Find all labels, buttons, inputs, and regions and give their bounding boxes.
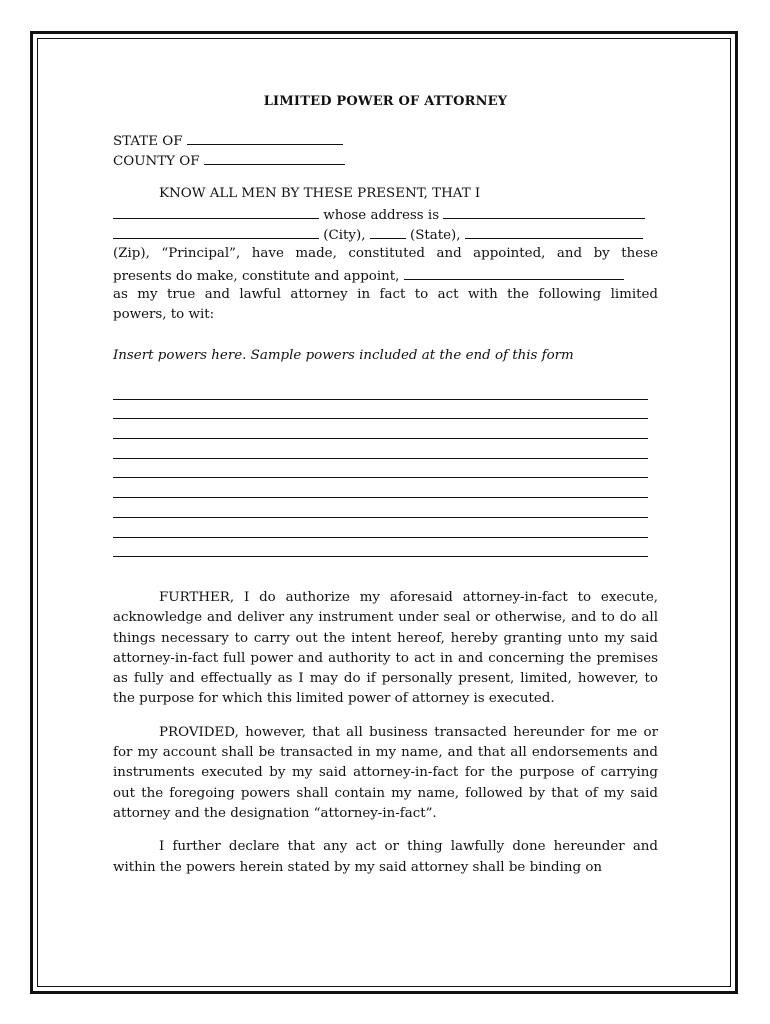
powers-blank-line[interactable] <box>113 400 648 420</box>
county-blank[interactable] <box>204 150 345 165</box>
powers-blank-line[interactable] <box>113 459 648 479</box>
address-blank[interactable] <box>443 204 645 219</box>
document-title: LIMITED POWER OF ATTORNEY <box>263 94 508 109</box>
city-blank[interactable] <box>113 224 319 239</box>
city-label: (City), <box>323 228 366 244</box>
state-label-inline: (State), <box>409 228 461 244</box>
presents-text: presents do make, constitute and appoint, <box>113 268 400 284</box>
county-label: COUNTY OF <box>113 154 200 170</box>
intro-line-5 <box>113 265 658 285</box>
document-body-bottom <box>113 588 658 878</box>
county-row <box>113 150 658 170</box>
intro-line-6: as my true and lawful attorney in fact to act with the following limited <box>113 287 658 303</box>
powers-blank-line[interactable] <box>113 478 648 498</box>
powers-blank-line[interactable] <box>113 498 648 518</box>
know-all-men-text: KNOW ALL MEN BY THESE PRESENT, THAT I <box>159 185 481 201</box>
zip-blank[interactable] <box>465 224 643 239</box>
further-paragraph: FURTHER, I do authorize my aforesaid attorney-in-fact to execute, acknowledge and deliver any instrument under seal or otherwise, and to do all things necessary to carry out the intent hereof, hereby granting unto my said attorney-in-fact full power and authority to act in and concerning the premises as fully and effectually as I may do if personally present, limited, however, to the purpose for which this limited power of attorney is executed. <box>113 590 658 707</box>
attorney-name-blank[interactable] <box>404 265 624 280</box>
state-row <box>113 130 658 150</box>
powers-blank-line[interactable] <box>113 538 648 558</box>
powers-blank-lines <box>113 380 648 557</box>
state-blank[interactable] <box>187 130 343 145</box>
intro-line-2 <box>113 204 658 224</box>
principal-name-blank[interactable] <box>113 204 319 219</box>
intro-line-7: powers, to wit: <box>113 307 215 323</box>
intro-line-4: (Zip), “Principal”, have made, constituted and appointed, and by these <box>113 246 658 262</box>
whose-address-text: whose address is <box>323 207 440 223</box>
state-abbrev-blank[interactable] <box>370 224 406 239</box>
powers-instruction: Insert powers here. Sample powers included at the end of this form <box>113 347 574 363</box>
intro-line-3 <box>113 224 658 244</box>
powers-blank-line[interactable] <box>113 419 648 439</box>
document-body-top <box>113 92 658 366</box>
provided-paragraph: PROVIDED, however, that all business transacted hereunder for me or for my account shall be transacted in my name, and that all endorsements and instruments executed by my said attorney-in-fact for the purpose of carrying out the foregoing powers shall contain my name, followed by that of my said attorney and the designation “attorney-in-fact”. <box>113 724 658 821</box>
powers-blank-line[interactable] <box>113 439 648 459</box>
powers-blank-line[interactable] <box>113 518 648 538</box>
declare-paragraph: I further declare that any act or thing lawfully done hereunder and within the powers herein stated by my said attorney shall be binding on <box>113 839 658 875</box>
state-label: STATE OF <box>113 134 183 149</box>
powers-blank-line[interactable] <box>113 380 648 400</box>
intro-line-1 <box>113 184 658 204</box>
